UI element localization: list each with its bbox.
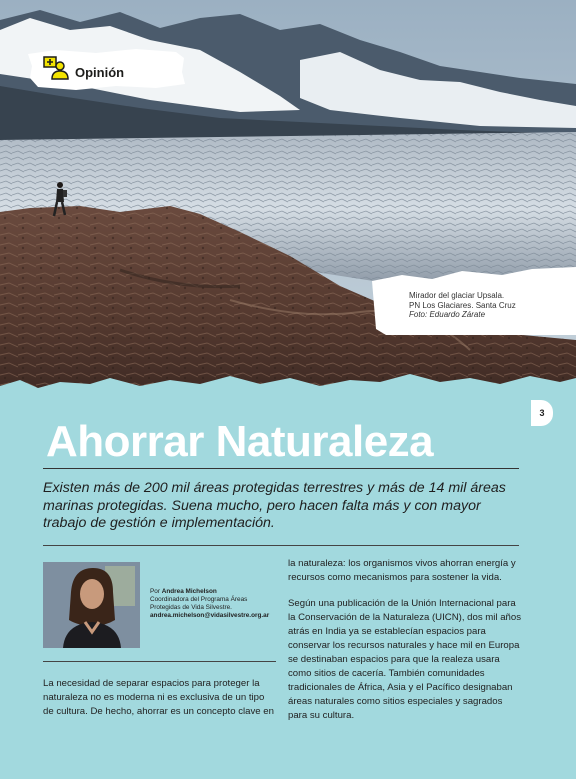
author-name-line [150,588,269,596]
divider [43,468,519,469]
photo-credit: Foto: Eduardo Zárate [409,310,486,319]
body-text-right [288,557,521,723]
author-role: Protegidas de Vida Silvestre. [150,604,232,611]
section-label: Opinión [75,65,125,80]
body-paragraph: Según una publicación de la Unión Internacional para la Conservación de la Naturaleza (UICN), dos mil años atrás en India ya se establecían espacios para conservar los recursos naturales y hace mil en Europa se destinaban espacios para que la realeza usara como sitios de cacería. También comunidades tradicionales de África, Asia y el Pacífico designaban áreas naturales como sitios especiales y sagrados para su cultura. [288,598,522,721]
body-text-left: La necesidad de separar espacios para proteger la naturaleza no es moderna ni es exclusiva de un tipo de cultura. De hecho, ahorrar es un concepto clave en [43,678,274,717]
caption-line: PN Los Glaciares. Santa Cruz [409,300,516,310]
divider [43,661,276,662]
author-credit [150,588,269,620]
author-portrait [43,562,140,648]
by-prefix: Por [150,588,160,595]
author-photo [43,562,140,648]
photo-caption-box [372,265,576,335]
author-role: Coordinadora del Programa Áreas [150,596,248,603]
section-tag [26,48,186,92]
author-name: Andrea Michelson [161,588,217,595]
body-paragraph: la naturaleza: los organismos vivos ahorran energía y recursos como mecanismos para sostener la vida. [288,558,516,583]
page-number: 3 [531,400,553,426]
caption-line: Mirador del glaciar Upsala. [409,291,505,300]
divider [43,545,519,546]
article-lede: Existen más de 200 mil áreas protegidas terrestres y más de 14 mil áreas marinas protegidas. Suena mucho, pero hacen falta más y con mayor trabajo de gestión e implementación. [43,480,506,531]
article-title: Ahorrar Naturaleza [46,417,434,466]
section-person-icon [43,56,69,80]
author-email[interactable]: andrea.michelson@vidasilvestre.org.ar [150,612,270,619]
photo-caption [409,291,516,320]
